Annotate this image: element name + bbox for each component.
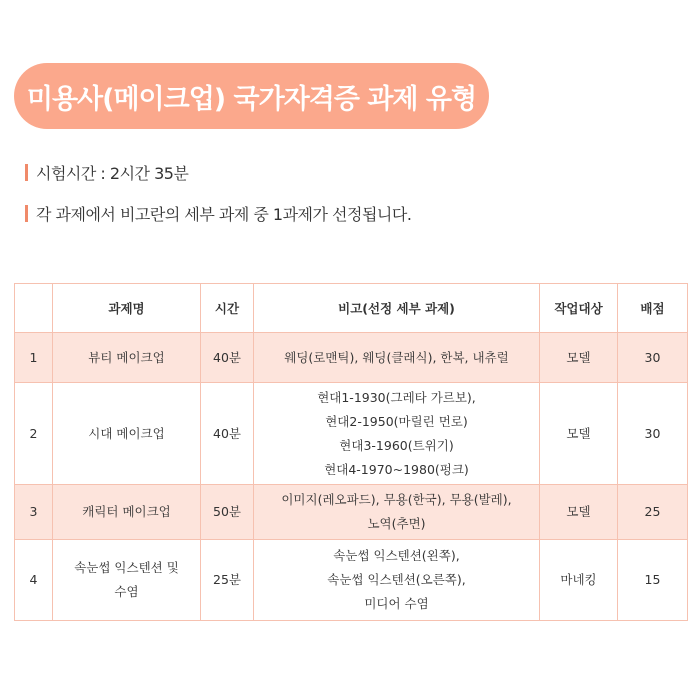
column-header: 시간 (201, 284, 254, 333)
row-number: 1 (15, 333, 53, 383)
task-target: 모델 (540, 333, 618, 383)
task-score: 25 (618, 485, 688, 540)
task-time: 50분 (201, 485, 254, 540)
task-target: 마네킹 (540, 540, 618, 621)
table-row (15, 383, 688, 485)
table-row (15, 485, 688, 540)
exam-time-text: 시험시간 : 2시간 35분 (36, 164, 189, 183)
row-number: 3 (15, 485, 53, 540)
table-row (15, 540, 688, 621)
page-title-text: 미용사(메이크업) 국가자격증 과제 유형 (26, 83, 477, 115)
selection-note-text: 각 과제에서 비고란의 세부 과제 중 1과제가 선정됩니다. (36, 205, 412, 224)
task-target: 모델 (540, 383, 618, 485)
task-name: 시대 메이크업 (53, 383, 201, 485)
selection-note-line (25, 202, 411, 225)
task-time: 25분 (201, 540, 254, 621)
bullet-bar-icon (25, 205, 28, 222)
column-header: 작업대상 (540, 284, 618, 333)
task-name: 캐릭터 메이크업 (53, 485, 201, 540)
task-notes: 속눈썹 익스텐션(왼쪽), 속눈썹 익스텐션(오른쪽), 미디어 수염 (254, 540, 540, 621)
task-name: 뷰티 메이크업 (53, 333, 201, 383)
task-table (14, 283, 688, 621)
column-header: 비고(선정 세부 과제) (254, 284, 540, 333)
task-score: 30 (618, 383, 688, 485)
exam-time-line (25, 161, 188, 184)
task-time: 40분 (201, 383, 254, 485)
task-time: 40분 (201, 333, 254, 383)
task-name: 속눈썹 익스텐션 및 수염 (53, 540, 201, 621)
bullet-bar-icon (25, 164, 28, 181)
task-notes: 현대1-1930(그레타 가르보), 현대2-1950(마릴린 먼로) 현대3-1960(트위기) 현대4-1970~1980(펑크) (254, 383, 540, 485)
column-header: 과제명 (53, 284, 201, 333)
task-target: 모델 (540, 485, 618, 540)
table-header-row (15, 284, 688, 333)
row-number: 4 (15, 540, 53, 621)
column-header: 배점 (618, 284, 688, 333)
page-title (14, 63, 489, 129)
task-notes: 이미지(레오파드), 무용(한국), 무용(발레), 노역(추면) (254, 485, 540, 540)
column-header (15, 284, 53, 333)
table-row (15, 333, 688, 383)
row-number: 2 (15, 383, 53, 485)
task-score: 15 (618, 540, 688, 621)
task-notes: 웨딩(로맨틱), 웨딩(클래식), 한복, 내츄럴 (254, 333, 540, 383)
task-score: 30 (618, 333, 688, 383)
